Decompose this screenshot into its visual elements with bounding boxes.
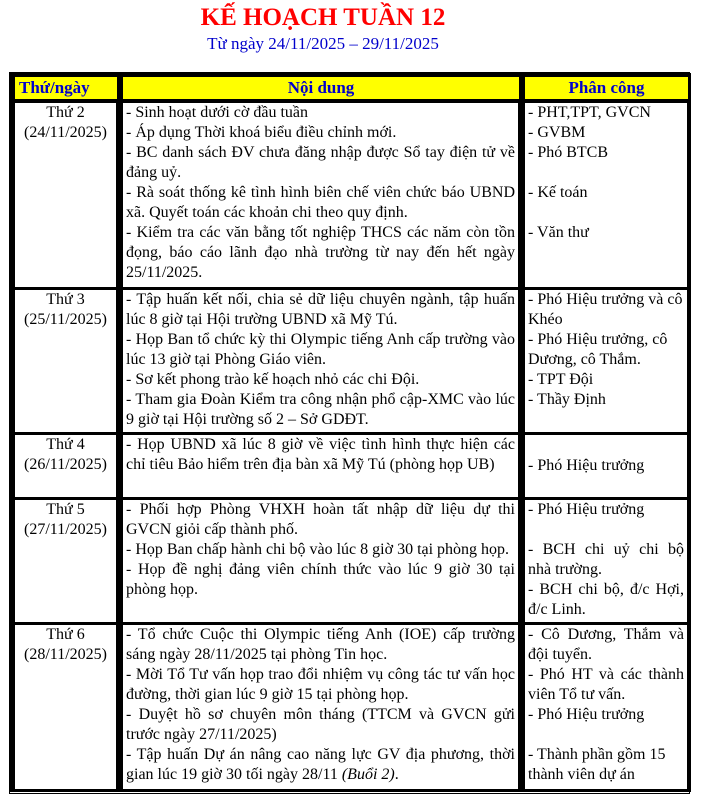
assign-item: - BCH chi uỷ chi bộ nhà trường. [528,541,684,578]
content-cell [120,625,520,789]
column-header-day: Thứ/ngày [12,76,118,100]
assign-cell [522,625,689,789]
content-item: - Tập huấn kết nối, chia sẻ dữ liệu chuyên ngành, tập huấn lúc 8 giờ tại Hội trường UBND xã Mỹ Tú. [126,291,515,328]
assign-cell [522,435,689,497]
assign-item: - GVBM [528,124,586,141]
assign-item: - Thầy Định [528,391,606,408]
assign-item: - Phó Hiệu trưởng, cô Dương, cô Thắm. [528,331,668,368]
day-date: (25/11/2025) [24,311,107,328]
assign-item: - Phó Hiệu trưởng [528,501,645,518]
assign-item: - Cô Dương, Thắm và đội tuyển. [528,626,684,663]
column-header-assign: Phân công [522,76,689,100]
table-row [12,290,689,432]
column-header-content: Nội dung [120,76,520,100]
content-item: - Phối hợp Phòng VHXH hoàn tất nhập dữ liệu dự thi GVCN giỏi cấp thành phố. [126,501,515,538]
content-item: - Tổ chức Cuộc thi Olympic tiếng Anh (IOE) cấp trường sáng ngày 28/11/2025 tại phòng Tin học. [126,626,515,663]
content-item-text: - Tập huấn Dự án nâng cao năng lực GV địa phương, thời gian lúc 19 giờ 30 tối ngày 28/11 [126,746,515,783]
content-cell [120,500,520,622]
table-row [12,500,689,622]
day-cell [12,435,118,497]
assign-item: - Thành phần gồm 15 thành viên dự án [528,746,666,783]
content-item: - Sinh hoạt dưới cờ đầu tuần [126,104,309,121]
day-label: Thứ 6 [46,626,85,643]
day-label: Thứ 2 [46,104,85,121]
content-item: - Họp Ban chấp hành chi bộ vào lúc 8 giờ 30 tại phòng họp. [126,541,510,558]
weekly-plan-table-frame [9,72,690,794]
day-label: Thứ 5 [46,501,85,518]
assign-item: - Phó Hiệu trưởng [528,457,645,474]
content-item: - Áp dụng Thời khoá biểu điều chỉnh mới. [126,124,397,141]
table-row [12,103,689,287]
content-item: - BC danh sách ĐV chưa đăng nhập được Sổ tay điện tử về đảng uỷ. [126,144,515,181]
day-cell [12,625,118,789]
content-item: - Sơ kết phong trào kế hoạch nhỏ các chi Đội. [126,371,420,388]
content-item-period: . [394,766,399,783]
assign-item: - TPT Đội [528,371,594,388]
table-header-row [12,76,689,100]
session-note: (Buổi 2) [341,766,395,783]
assign-item: - Phó Hiệu trưởng và cô Khéo [528,291,683,328]
day-cell [12,290,118,432]
content-cell [120,290,520,432]
page-title: KẾ HOẠCH TUẦN 12 [200,4,446,31]
assign-item: - BCH chi bộ, đ/c Hợi, đ/c Linh. [528,581,684,618]
content-item: - Rà soát thống kê tình hình biên chế viên chức báo UBND xã. Quyết toán các khoản chi theo quy định. [126,184,515,221]
day-cell [12,103,118,287]
assign-item: - PHT,TPT, GVCN [528,104,651,121]
assign-item: - Kế toán [528,184,588,201]
content-item: - Họp Ban tổ chức kỳ thi Olympic tiếng Anh cấp trường vào lúc 13 giờ tại Phòng Giáo viên. [126,331,515,368]
content-item: - Tham gia Đoàn Kiểm tra công nhận phổ cập-XMC vào lúc 9 giờ tại Hội trường số 2 – Sở GDĐT. [126,391,515,428]
day-date: (26/11/2025) [24,456,107,473]
assign-item: - Phó Hiệu trưởng [528,706,645,723]
day-date: (28/11/2025) [24,646,107,663]
content-item: - Họp đề nghị đảng viên chính thức vào lúc 9 giờ 30 tại phòng họp. [126,561,515,598]
content-item: - Kiểm tra các văn bằng tốt nghiệp THCS các năm còn tồn đọng, báo cáo lãnh đạo nhà trường từ nay đến hết ngày 25/11/2025. [126,224,515,281]
content-item: - Duyệt hồ sơ chuyên môn tháng (TTCM và GVCN gửi trước ngày 27/11/2025) [126,706,515,743]
day-label: Thứ 3 [46,291,85,308]
assign-cell [522,103,689,287]
assign-cell [522,500,689,622]
content-item: - Họp UBND xã lúc 8 giờ về việc tình hình thực hiện các chỉ tiêu Bảo hiểm trên địa bàn xã Mỹ Tú (phòng họp UB) [126,436,515,473]
weekly-plan-table [10,73,691,792]
day-date: (24/11/2025) [24,124,107,141]
assign-item: - Văn thư [528,224,589,241]
content-cell [120,435,520,497]
assign-cell [522,290,689,432]
table-row [12,435,689,497]
content-item: - Mời Tổ Tư vấn họp trao đổi nhiệm vụ công tác tư vấn học đường, thời gian lúc 9 giờ 15 tại phòng họp. [126,666,515,703]
assign-item: - Phó HT và các thành viên Tổ tư vấn. [528,666,684,703]
content-item [126,745,515,785]
date-range-subtitle: Từ ngày 24/11/2025 – 29/11/2025 [207,34,439,53]
content-cell [120,103,520,287]
day-cell [12,500,118,622]
day-label: Thứ 4 [46,436,85,453]
assign-item: - Phó BTCB [528,144,609,161]
table-row [12,625,689,789]
day-date: (27/11/2025) [24,521,107,538]
